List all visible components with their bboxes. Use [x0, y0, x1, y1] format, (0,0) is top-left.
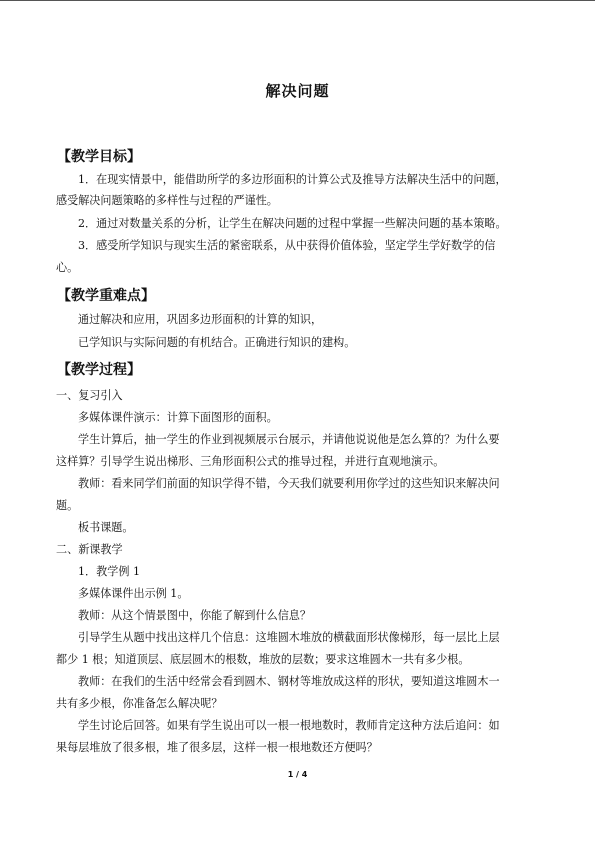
process-line: 共有多少根，你准备怎么解决呢？ — [56, 697, 223, 710]
goals-line: 1．在现实情景中，能借助所学的多边形面积的计算公式及推导方法解决生活中的问题， — [78, 173, 507, 186]
process-line: 果每层堆放了很多根，堆了很多层，这样一根一根地数还方便吗？ — [56, 741, 378, 754]
process-line: 多媒体课件出示例 1。 — [78, 587, 189, 600]
goals-heading: 【教学目标】 — [57, 149, 141, 165]
goals-line: 感受解决问题策略的多样性与过程的严谨性。 — [56, 194, 278, 207]
goals-line: 心。 — [56, 261, 79, 274]
document-title: 解决问题 — [265, 82, 330, 100]
process-line: 板书课题。 — [78, 521, 134, 534]
process-line: 学生讨论后回答。如果有学生说出可以一根一根地数时，教师肯定这种方法后追问：如 — [78, 719, 500, 732]
goals-line: 2．通过对数量关系的分析，让学生在解决问题的过程中掌握一些解决问题的基本策略。 — [78, 217, 507, 230]
process-line: 教师：从这个情景图中，你能了解到什么信息？ — [78, 609, 311, 622]
process-line: 都少 1 根；知道顶层、底层圆木的根数，堆放的层数；要求这堆圆木一共有多少根。 — [56, 653, 470, 666]
process-heading: 【教学过程】 — [57, 362, 141, 378]
process-line: 引导学生从题中找出这样几个信息：这堆圆木堆放的横截面形状像梯形，每一层比上层 — [78, 631, 500, 644]
process-section-title: 二、新课教学 — [56, 543, 123, 556]
process-line: 1．教学例 1 — [78, 565, 141, 578]
keypoints-line: 已学知识与实际问题的有机结合。正确进行知识的建构。 — [78, 336, 356, 349]
process-line: 题。 — [56, 499, 79, 512]
process-section-title: 一、复习引入 — [56, 389, 123, 402]
page-top-border — [0, 0, 595, 1]
process-line: 教师：在我们的生活中经常会看到圆木、钢材等堆放成这样的形状，要知道这堆圆木一 — [78, 675, 500, 688]
process-line: 教师：看来同学们前面的知识学得不错，今天我们就要利用你学过的这些知识来解决问 — [78, 477, 500, 490]
page-number: 1 / 4 — [287, 770, 308, 779]
process-line: 学生计算后，抽一学生的作业到视频展示台展示，并请他说说他是怎么算的？为什么要 — [78, 433, 500, 446]
keypoints-heading: 【教学重难点】 — [57, 288, 155, 304]
goals-line: 3．感受所学知识与现实生活的紧密联系，从中获得价值体验，坚定学生学好数学的信 — [78, 239, 496, 252]
process-line: 多媒体课件演示：计算下面图形的面积。 — [78, 411, 278, 424]
process-line: 这样算？引导学生说出梯形、三角形面积公式的推导过程，并进行直观地演示。 — [56, 455, 445, 468]
keypoints-line: 通过解决和应用，巩固多边形面积的计算的知识， — [78, 313, 323, 326]
